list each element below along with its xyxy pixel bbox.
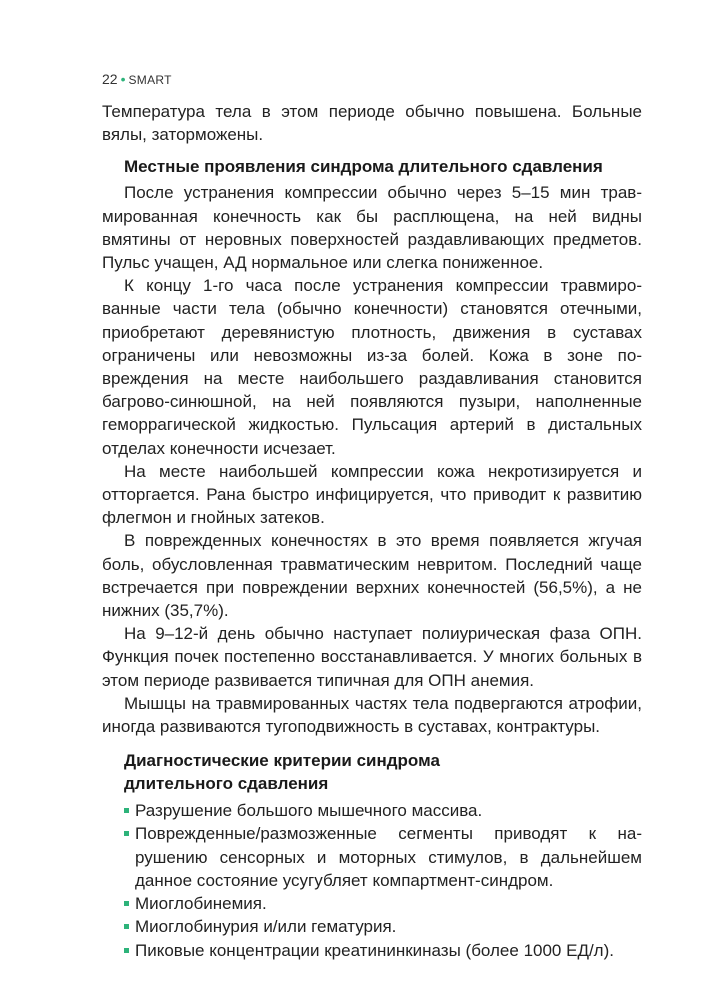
list-item-text: Миоглобинемия. bbox=[135, 894, 267, 914]
page-number: 22 bbox=[102, 71, 118, 87]
paragraph-4: В поврежденных конечностях в это время появляется жгучая боль, обусловленная травматическим невритом. Последний чаще встречается при повреждении верхних конечностей (56,5%), а не нижних (35,7%). bbox=[102, 531, 642, 621]
page-body bbox=[102, 100, 642, 962]
list-item-text: Разрушение большого мышечного массива. bbox=[135, 801, 483, 821]
bullet-square-icon bbox=[124, 948, 129, 953]
list-item bbox=[124, 892, 642, 915]
paragraph-3: На месте наибольшей компрессии кожа некротизируется и отторгается. Рана быстро инфицируется, что приводит к развитию флегмон и гнойных затеков. bbox=[102, 461, 642, 528]
bullet-square-icon bbox=[124, 901, 129, 906]
section-heading-diagnostic-criteria: Диагностические критерии синдрома длительного сдавления bbox=[124, 751, 440, 794]
list-item-text: Миоглобинурия и/или гематурия. bbox=[135, 917, 397, 937]
list-item-text: Пиковые концентрации креатининкиназы (более 1000 ЕД/л). bbox=[135, 940, 614, 960]
header-separator: • bbox=[120, 71, 126, 87]
list-item bbox=[124, 799, 642, 822]
paragraph-2: К концу 1-го часа после устранения компрессии травмированные части тела (обычно конечности) становятся отечными, приобретают деревянистую плотность, движения в суставах ограничены или невозможны из-за болей. Кожа в зоне повреждения на месте наибольшего раздавливания становится багрово-синюшной, на ней появляются пузыри, наполненные геморрагической жидкостью. Пульсация артерий в дистальных отделах конечности исчезает. bbox=[102, 276, 642, 458]
paragraph-1: После устранения компрессии обычно через 5–15 мин травмированная конечность как бы расплющена, на ней видны вмятины от неровных поверхностей раздавливающих предметов. Пульс учащен, АД нормальное или слегка пониженное. bbox=[102, 183, 642, 273]
paragraph-5: На 9–12-й день обычно наступает полиурическая фаза ОПН. Функция почек постепенно восстанавливается. У многих больных в этом периоде развивается типичная для ОПН анемия. bbox=[102, 624, 642, 690]
list-item bbox=[124, 939, 642, 962]
list-item bbox=[124, 915, 642, 938]
bullet-square-icon bbox=[124, 924, 129, 929]
section-heading-local-manifestations: Местные проявления синдрома длительного сдавления bbox=[124, 157, 603, 177]
criteria-list bbox=[102, 799, 642, 961]
paragraph-intro: Температура тела в этом периоде обычно повышена. Больные вялы, заторможены. bbox=[102, 102, 642, 145]
list-item-text: Поврежденные/размозженные сегменты приводят к нарушению сенсорных и моторных стимулов, в дальнейшем данное состояние усугубляет компартмент-синдром. bbox=[135, 824, 642, 890]
bullet-square-icon bbox=[124, 831, 129, 836]
paragraph-6: Мышцы на травмированных частях тела подвергаются атрофии, иногда развиваются тугоподвижность в суставах, контрактуры. bbox=[102, 693, 642, 737]
series-name: SMART bbox=[128, 73, 172, 87]
list-item bbox=[124, 822, 642, 892]
bullet-square-icon bbox=[124, 808, 129, 813]
running-header bbox=[102, 68, 172, 91]
